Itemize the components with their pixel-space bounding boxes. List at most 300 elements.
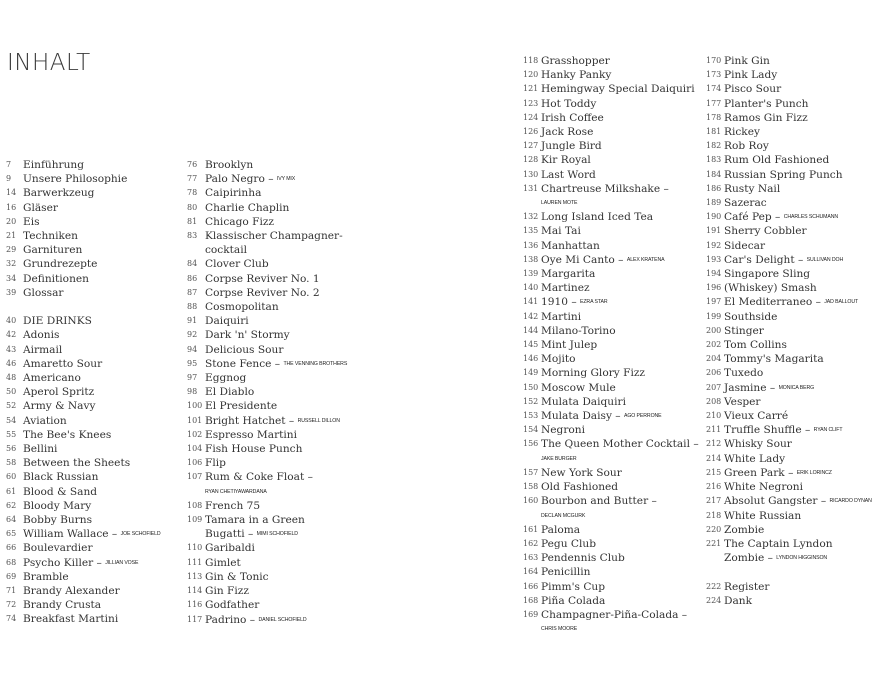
page-number: 55 xyxy=(6,429,17,439)
toc-entry xyxy=(6,485,181,499)
toc-entry xyxy=(523,224,703,238)
toc-entry xyxy=(706,68,858,82)
page-number: 117 xyxy=(187,614,203,624)
page-number: 128 xyxy=(523,155,539,165)
page-number: 104 xyxy=(187,444,203,454)
toc-entry xyxy=(706,466,858,480)
page-number: 106 xyxy=(187,458,203,468)
toc-entry xyxy=(523,580,703,594)
entry-title: Glossar xyxy=(23,286,64,299)
entry-title: Jungle Bird xyxy=(541,140,602,153)
entry-title: The Bee's Knees xyxy=(23,428,112,441)
page-number: 102 xyxy=(187,429,203,439)
page-number: 177 xyxy=(706,98,722,108)
entry-title: White Negroni xyxy=(724,481,803,494)
toc-entry xyxy=(523,523,703,537)
toc-entry xyxy=(187,541,347,555)
toc-entry xyxy=(6,456,181,470)
entry-title: Piña Colada xyxy=(541,594,606,607)
page-number: 107 xyxy=(187,472,203,482)
entry-title: Paloma xyxy=(541,523,581,536)
entry-title: White Russian xyxy=(724,509,802,522)
toc-entry xyxy=(523,452,703,466)
entry-title: Truffle Shuffle – xyxy=(724,424,811,437)
toc-entry xyxy=(706,409,858,423)
toc-entry xyxy=(523,324,703,338)
entry-title: Chicago Fizz xyxy=(205,215,274,228)
toc-entry xyxy=(706,395,858,409)
page-number: 208 xyxy=(706,396,722,406)
entry-title: Jack Rose xyxy=(541,126,594,139)
page-number: 214 xyxy=(706,453,722,463)
entry-author: IVY MIX xyxy=(276,176,296,183)
page-number: 65 xyxy=(6,529,17,539)
toc-entry xyxy=(6,414,181,428)
page-number: 216 xyxy=(706,482,722,492)
toc-entry xyxy=(706,168,858,182)
toc-entry xyxy=(6,215,181,229)
entry-title: Gin & Tonic xyxy=(205,570,269,583)
toc-entry xyxy=(187,158,347,172)
toc-entry xyxy=(523,437,703,451)
entry-title: Between the Sheets xyxy=(23,457,131,470)
page-number: 199 xyxy=(706,311,722,321)
toc-entry xyxy=(187,257,347,271)
toc-entry xyxy=(706,295,858,309)
page-number: 123 xyxy=(523,98,539,108)
page-number: 221 xyxy=(706,538,722,548)
toc-entry xyxy=(706,594,858,608)
toc-entry xyxy=(187,570,347,584)
entry-title: The Queen Mother Cocktail – xyxy=(541,438,699,451)
page-number: 111 xyxy=(187,557,203,567)
page-number: 42 xyxy=(6,330,17,340)
entry-title: Gläser xyxy=(23,201,58,214)
page-number: 192 xyxy=(706,240,722,250)
page-number: 168 xyxy=(523,595,539,605)
entry-title: Charlie Chaplin xyxy=(205,201,290,214)
toc-entry xyxy=(187,428,347,442)
toc-entry xyxy=(6,257,181,271)
page-number: 121 xyxy=(523,84,539,94)
page-number: 72 xyxy=(6,600,17,610)
entry-author: ERIK LORINCZ xyxy=(796,469,832,476)
entry-title: Dank xyxy=(724,594,753,607)
entry-title: Barwerkzeug xyxy=(23,187,95,200)
entry-title: Mulata Daisy – xyxy=(541,410,621,423)
entry-title: Eggnog xyxy=(205,372,247,385)
entry-title: Army & Navy xyxy=(23,400,96,413)
entry-title: Irish Coffee xyxy=(541,111,604,124)
toc-entry xyxy=(706,281,858,295)
page-number: 222 xyxy=(706,581,722,591)
section-gap xyxy=(706,565,858,579)
entry-title: Boulevardier xyxy=(23,542,93,555)
toc-entry xyxy=(523,565,703,579)
toc-entry xyxy=(523,494,703,508)
entry-title: Zombie xyxy=(724,523,765,536)
toc-entry xyxy=(523,97,703,111)
page-number: 145 xyxy=(523,340,539,350)
toc-entry xyxy=(523,480,703,494)
entry-title: 1910 – xyxy=(541,296,577,309)
entry-title: Techniken xyxy=(23,230,78,243)
page-number: 212 xyxy=(706,439,722,449)
entry-title: Grasshopper xyxy=(541,55,610,67)
entry-author: LYNDON HIGGINSON xyxy=(776,555,828,562)
entry-title: Garnituren xyxy=(23,244,83,257)
toc-entry xyxy=(187,442,347,456)
toc-entry xyxy=(187,499,347,513)
page-number: 136 xyxy=(523,240,539,250)
page-number: 74 xyxy=(6,614,17,624)
entry-title: Garibaldi xyxy=(205,542,255,555)
toc-entry xyxy=(523,338,703,352)
entry-author: RYAN CHETIYAWARDANA xyxy=(205,488,267,495)
toc-entry xyxy=(6,527,181,541)
entry-title: Mojito xyxy=(541,353,576,366)
page-number: 46 xyxy=(6,358,17,368)
entry-author: CHRIS MOORE xyxy=(541,626,578,633)
entry-title: Gin Fizz xyxy=(205,585,249,598)
toc-entry xyxy=(523,352,703,366)
entry-title: Stone Fence – xyxy=(205,357,281,370)
entry-title: Fish House Punch xyxy=(205,443,303,456)
entry-title: Café Pep – xyxy=(724,211,781,224)
page-number: 66 xyxy=(6,543,17,553)
entry-title: cocktail xyxy=(205,244,248,257)
page-number: 142 xyxy=(523,311,539,321)
toc-entry xyxy=(706,224,858,238)
toc-entry xyxy=(706,239,858,253)
toc-entry xyxy=(6,470,181,484)
entry-title: Tommy's Magarita xyxy=(724,353,824,366)
page-number: 138 xyxy=(523,254,539,264)
page-number: 76 xyxy=(187,160,198,169)
entry-title: Aperol Spritz xyxy=(23,386,95,399)
entry-title: Dark 'n' Stormy xyxy=(205,329,290,342)
page-number: 114 xyxy=(187,586,203,596)
page-number: 113 xyxy=(187,571,203,581)
toc-entry xyxy=(706,366,858,380)
entry-title: Hanky Panky xyxy=(541,69,612,82)
page-number: 81 xyxy=(187,216,198,226)
entry-title: Whisky Sour xyxy=(724,438,792,451)
page-number: 158 xyxy=(523,482,539,492)
toc-entry xyxy=(523,153,703,167)
toc-entry xyxy=(523,196,703,210)
page-number: 71 xyxy=(6,586,17,596)
toc-entry xyxy=(523,68,703,82)
entry-title: DIE DRINKS xyxy=(23,315,92,328)
entry-title: Breakfast Martini xyxy=(23,613,119,626)
entry-author: JILLIAN VOSE xyxy=(105,559,139,566)
entry-title: Long Island Iced Tea xyxy=(541,211,654,224)
page-number: 160 xyxy=(523,496,539,506)
entry-title: Brandy Crusta xyxy=(23,599,102,612)
entry-title: Margarita xyxy=(541,268,596,281)
entry-title: Pink Gin xyxy=(724,55,770,67)
toc-entry xyxy=(187,286,347,300)
toc-entry xyxy=(523,281,703,295)
toc-entry xyxy=(706,509,858,523)
entry-title: Last Word xyxy=(541,168,596,181)
toc-entry xyxy=(187,456,347,470)
page-number: 88 xyxy=(187,302,198,312)
entry-title: Bramble xyxy=(23,570,69,583)
entry-title: Palo Negro – xyxy=(205,173,274,186)
entry-title: El Mediterraneo – xyxy=(724,296,821,309)
page-number: 150 xyxy=(523,382,539,392)
page-number: 139 xyxy=(523,269,539,279)
page-number: 170 xyxy=(706,56,722,65)
entry-author: RUSSELL DILLON xyxy=(297,417,340,424)
toc-entry xyxy=(6,357,181,371)
entry-title: Chartreuse Milkshake – xyxy=(541,182,669,195)
page-number: 78 xyxy=(187,188,198,198)
page-number: 220 xyxy=(706,524,722,534)
page-number: 200 xyxy=(706,325,722,335)
page-number: 173 xyxy=(706,70,722,80)
entry-title: Hemingway Special Daiquiri xyxy=(541,83,695,96)
entry-title: Cosmopolitan xyxy=(205,301,279,314)
page-number: 52 xyxy=(6,401,17,411)
toc-entry xyxy=(706,580,858,594)
page-number: 141 xyxy=(523,297,539,307)
toc-entry xyxy=(706,196,858,210)
entry-title: Clover Club xyxy=(205,258,269,271)
entry-title: Old Fashioned xyxy=(541,481,619,494)
toc-entry xyxy=(6,201,181,215)
entry-title: Moscow Mule xyxy=(541,381,616,394)
toc-entry xyxy=(187,357,347,371)
entry-title: Manhattan xyxy=(541,239,600,252)
page-number: 130 xyxy=(523,169,539,179)
toc-entry xyxy=(706,82,858,96)
toc-entry xyxy=(187,584,347,598)
page-number: 146 xyxy=(523,354,539,364)
entry-title: Pimm's Cup xyxy=(541,580,606,593)
page-number: 34 xyxy=(6,273,17,283)
page-number: 154 xyxy=(523,425,539,435)
page-number: 9 xyxy=(6,174,12,184)
entry-title: Stinger xyxy=(724,324,764,337)
entry-title: Mulata Daiquiri xyxy=(541,395,626,408)
page-number: 101 xyxy=(187,415,203,425)
toc-entry xyxy=(187,527,347,541)
page-number: 110 xyxy=(187,543,203,553)
page-number: 157 xyxy=(523,467,539,477)
entry-title: Corpse Reviver No. 1 xyxy=(205,272,320,285)
entry-title: Mint Julep xyxy=(541,339,598,352)
page-number: 69 xyxy=(6,571,17,581)
entry-title: Pegu Club xyxy=(541,537,596,550)
entry-title: Bourbon and Butter – xyxy=(541,495,657,508)
page-number: 164 xyxy=(523,567,539,577)
page-number: 29 xyxy=(6,245,17,255)
toc-entry xyxy=(6,243,181,257)
entry-title: Definitionen xyxy=(23,272,89,285)
entry-title: Airmail xyxy=(23,343,63,356)
toc-entry xyxy=(523,423,703,437)
entry-title: Jasmine – xyxy=(724,381,776,394)
toc-entry xyxy=(187,314,347,328)
page-number: 86 xyxy=(187,273,198,283)
entry-title: Mai Tai xyxy=(541,225,581,238)
toc-entry xyxy=(187,272,347,286)
toc-entry xyxy=(706,437,858,451)
entry-title: Espresso Martini xyxy=(205,428,297,441)
toc-column-4 xyxy=(706,54,872,608)
page-number: 77 xyxy=(187,174,198,184)
page-number: 127 xyxy=(523,141,539,151)
entry-title: Rob Roy xyxy=(724,140,769,153)
toc-entry xyxy=(187,513,347,527)
page-number: 61 xyxy=(6,486,17,496)
entry-title: Klassischer Champagner- xyxy=(205,230,343,243)
page-number: 224 xyxy=(706,595,722,605)
page-number: 193 xyxy=(706,254,722,264)
toc-entry xyxy=(706,253,858,267)
entry-author: DECLAN MCGURK xyxy=(541,512,586,519)
entry-title: Penicillin xyxy=(541,566,591,579)
toc-entry xyxy=(523,253,703,267)
entry-title: Pink Lady xyxy=(724,69,778,82)
entry-title: Grundrezepte xyxy=(23,258,98,271)
page-number: 218 xyxy=(706,510,722,520)
toc-entry xyxy=(187,485,347,499)
page-number: 87 xyxy=(187,287,198,297)
toc-entry xyxy=(6,399,181,413)
toc-entry xyxy=(706,523,858,537)
entry-title: Bloody Mary xyxy=(23,499,92,512)
toc-entry xyxy=(523,210,703,224)
toc-entry xyxy=(706,139,858,153)
entry-author: AGO PERRONE xyxy=(623,413,662,420)
toc-entry xyxy=(523,182,703,196)
entry-title: Caipirinha xyxy=(205,187,262,200)
entry-author: LAUREN MOTE xyxy=(541,200,578,207)
page-number: 144 xyxy=(523,325,539,335)
toc-column-2 xyxy=(187,158,347,627)
entry-title: Aviation xyxy=(23,414,67,427)
toc-entry xyxy=(6,442,181,456)
entry-title: The Captain Lyndon xyxy=(724,537,833,550)
toc-entry xyxy=(187,598,347,612)
toc-entry xyxy=(706,381,858,395)
page-number: 162 xyxy=(523,538,539,548)
toc-column-1 xyxy=(6,158,181,627)
entry-title: New York Sour xyxy=(541,466,622,479)
page-number: 217 xyxy=(706,496,722,506)
toc-entry xyxy=(523,594,703,608)
entry-title: Tom Collins xyxy=(724,339,787,352)
entry-title: French 75 xyxy=(205,499,261,512)
toc-entry xyxy=(523,139,703,153)
page-number: 84 xyxy=(187,259,198,269)
entry-title: Delicious Sour xyxy=(205,343,284,356)
page-number: 20 xyxy=(6,216,17,226)
page-number: 56 xyxy=(6,444,17,454)
entry-title: Tuxedo xyxy=(724,367,764,380)
entry-title: Brooklyn xyxy=(205,159,254,171)
page-number: 64 xyxy=(6,515,17,525)
page-number: 194 xyxy=(706,269,722,279)
page-number: 178 xyxy=(706,112,722,122)
entry-title: Rickey xyxy=(724,126,760,139)
toc-entry xyxy=(706,480,858,494)
toc-entry xyxy=(6,513,181,527)
toc-entry xyxy=(187,556,347,570)
page-number: 202 xyxy=(706,340,722,350)
section-gap xyxy=(6,300,181,314)
toc-entry xyxy=(706,97,858,111)
toc-entry xyxy=(523,82,703,96)
toc-entry xyxy=(706,267,858,281)
entry-title: Sazerac xyxy=(724,197,767,210)
toc-entry xyxy=(6,556,181,570)
page-number: 58 xyxy=(6,458,17,468)
page-number: 211 xyxy=(706,425,722,435)
toc-entry xyxy=(187,613,347,627)
toc-entry xyxy=(6,598,181,612)
entry-title: Adonis xyxy=(23,329,60,342)
entry-title: Zombie – xyxy=(724,552,773,565)
entry-title: Hot Toddy xyxy=(541,97,597,110)
entry-title: Americano xyxy=(23,372,81,385)
toc-entry xyxy=(523,381,703,395)
entry-title: Russian Spring Punch xyxy=(724,168,843,181)
page-number: 48 xyxy=(6,373,17,383)
entry-title: El Diablo xyxy=(205,386,255,399)
page-number: 109 xyxy=(187,515,203,525)
toc-entry xyxy=(187,215,347,229)
toc-entry xyxy=(523,366,703,380)
toc-entry xyxy=(6,343,181,357)
toc-entry xyxy=(6,158,181,172)
page-number: 94 xyxy=(187,344,198,354)
entry-title: Kir Royal xyxy=(541,154,591,167)
entry-author: JAKE BURGER xyxy=(541,455,577,462)
entry-title: Planter's Punch xyxy=(724,97,809,110)
toc-entry xyxy=(6,541,181,555)
page-number: 120 xyxy=(523,70,539,80)
page-number: 16 xyxy=(6,202,17,212)
toc-entry xyxy=(6,229,181,243)
page-number: 166 xyxy=(523,581,539,591)
toc-entry xyxy=(187,414,347,428)
entry-title: Unsere Philosophie xyxy=(23,173,128,186)
toc-entry xyxy=(187,172,347,186)
toc-entry xyxy=(187,229,347,243)
entry-author: MONICA BERG xyxy=(778,384,815,391)
toc-entry xyxy=(523,466,703,480)
entry-title: Register xyxy=(724,580,770,593)
page-number: 50 xyxy=(6,387,17,397)
page-number: 97 xyxy=(187,373,198,383)
toc-entry xyxy=(706,111,858,125)
entry-author: MIMI SCHOFIELD xyxy=(256,531,298,538)
page-number: 62 xyxy=(6,500,17,510)
page-number: 54 xyxy=(6,415,17,425)
entry-title: Vesper xyxy=(724,395,761,408)
page-number: 92 xyxy=(187,330,198,340)
toc-entry xyxy=(706,182,858,196)
page-number: 132 xyxy=(523,212,539,222)
toc-entry xyxy=(6,584,181,598)
entry-title: Bellini xyxy=(23,443,58,456)
entry-author: JAD BALLOUT xyxy=(824,299,859,306)
